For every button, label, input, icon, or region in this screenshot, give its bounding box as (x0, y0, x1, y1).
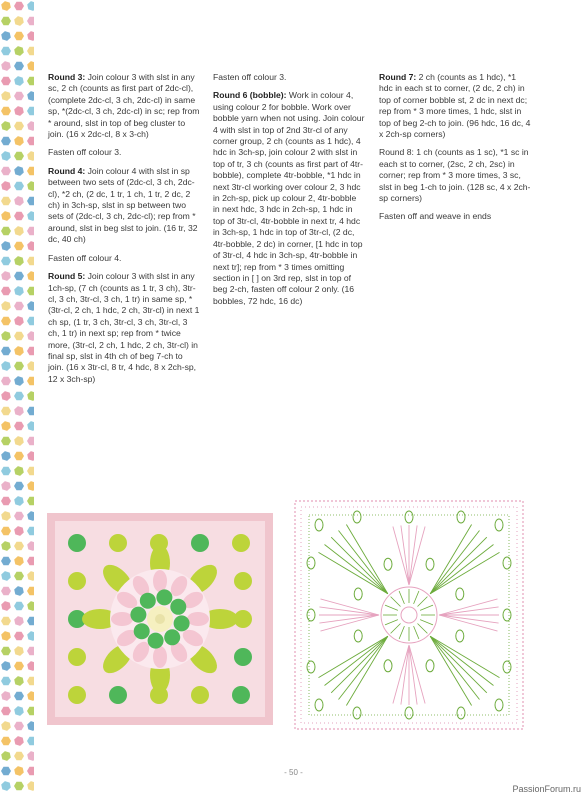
stitch-line (430, 636, 479, 699)
border-motif (1, 391, 11, 401)
border-motif (27, 541, 34, 551)
border-motif (14, 136, 24, 146)
pink-petal (153, 646, 167, 668)
border-motif (14, 182, 24, 191)
stitch-line (439, 615, 499, 623)
border-motif (27, 751, 34, 761)
border-motif (27, 677, 34, 686)
border-motif (1, 271, 11, 281)
border-motif (27, 647, 34, 656)
border-motif (27, 227, 34, 236)
bobble (191, 534, 209, 552)
crochet-chart-diagram (289, 495, 529, 735)
border-motif (14, 662, 24, 671)
border-motif (27, 167, 34, 176)
stitch-line (430, 531, 479, 594)
border-motif (27, 497, 34, 506)
round-6 (213, 90, 365, 307)
stitch-line (319, 615, 379, 623)
bobble-symbol (315, 699, 323, 711)
border-motif (1, 661, 11, 671)
border-motif (1, 497, 11, 506)
border-motif (1, 17, 11, 26)
border-motif (1, 647, 11, 656)
border-motif (14, 62, 24, 71)
border-motif (1, 377, 11, 386)
border-motif (27, 707, 34, 716)
border-motif (14, 406, 24, 416)
border-motif (27, 197, 34, 206)
border-motif (27, 91, 34, 101)
round-7 (379, 72, 531, 140)
border-motif (14, 286, 24, 296)
border-motif (27, 571, 34, 581)
border-motif (27, 691, 34, 701)
bobble-symbol (495, 699, 503, 711)
border-motif (14, 122, 24, 131)
border-motif (14, 736, 24, 746)
border-motif (1, 691, 11, 701)
center-stitch (399, 591, 404, 604)
border-motif (14, 422, 24, 431)
green-cluster (174, 615, 190, 631)
border-motif (27, 467, 34, 476)
stitch-line (439, 615, 498, 631)
border-motif (27, 527, 34, 536)
border-motif (1, 347, 11, 356)
bobble (109, 686, 127, 704)
border-motif (27, 211, 34, 221)
center-stitch (420, 605, 433, 610)
bobble (232, 686, 250, 704)
border-motif (1, 781, 11, 791)
border-motif (27, 301, 34, 311)
border-motif (14, 392, 24, 401)
border-motif (1, 287, 11, 296)
bobble (68, 686, 86, 704)
border-motif (27, 241, 34, 251)
pink-petal (153, 570, 167, 592)
border-motif (27, 437, 34, 446)
cluster-symbol (456, 630, 464, 642)
bobble-symbol (315, 519, 323, 531)
border-motif (1, 677, 11, 686)
border-motif (1, 631, 11, 641)
cluster-symbol (426, 558, 434, 570)
border-motif (1, 107, 11, 116)
center-stitch (414, 626, 419, 639)
stitch-line (409, 525, 417, 585)
border-motif (27, 1, 34, 11)
border-motif (14, 632, 24, 641)
border-motif (14, 782, 24, 791)
border-motif (14, 436, 24, 446)
border-motif (27, 181, 34, 191)
bobble-symbol (307, 661, 315, 673)
border-motif (1, 151, 11, 161)
border-motif (14, 196, 24, 206)
border-motif (14, 646, 24, 656)
border-motif (1, 437, 11, 446)
border-motif (27, 377, 34, 386)
border-motif (14, 242, 24, 251)
border-motif (14, 676, 24, 686)
bobble-symbol (503, 609, 511, 621)
border-motif (1, 167, 11, 176)
border-motif (14, 2, 24, 11)
border-motif (14, 466, 24, 476)
cluster-symbol (384, 558, 392, 570)
decorative-border (0, 0, 34, 800)
border-motif (1, 241, 11, 251)
border-motif (1, 527, 11, 536)
border-motif (27, 421, 34, 431)
round-6-heading: Round 6 (bobble): (213, 90, 287, 101)
border-motif (1, 467, 11, 476)
magic-ring (401, 607, 417, 623)
center-stitch (399, 626, 404, 639)
border-motif (14, 332, 24, 341)
green-cluster (148, 633, 164, 649)
border-motif (14, 316, 24, 326)
border-motif (27, 601, 34, 611)
border-motif (1, 331, 11, 341)
bobble-symbol (457, 707, 465, 719)
round-8: Round 8: 1 ch (counts as 1 sc), *1 sc in each st to corner, (2sc, 2 ch, 2sc) in corner; rep from * 3 more times, 3 sc, slst in beg 1-ch to join. (128 sc, 4 x 2ch-sp corners) (379, 147, 531, 204)
border-motif (14, 602, 24, 611)
border-motif (27, 77, 34, 86)
stitch-line (393, 527, 409, 586)
fasten-off-3: Fasten off colour 3. (48, 147, 122, 158)
pink-petal (187, 612, 209, 626)
border-motif (27, 271, 34, 281)
border-motif (1, 1, 11, 11)
stitch-line (430, 636, 493, 685)
stitch-line (430, 545, 493, 594)
bobble (191, 686, 209, 704)
round-5-text: Join colour 3 with slst in any 1ch-sp, (7 ch (counts as 1 tr, 3 ch), 3tr-cl, 3 ch, 3tr-cl, 3 ch, 1 tr) in same sp, *(3tr-cl, 2 ch, 1 hdc, 2 ch, 3tr-cl) in next 1 ch sp, (1 tr, 3 ch, 3tr-cl, 3 ch, 3tr-cl, 3 ch, 1 tr) in next sp; rep from * twice more, (3tr-cl, 2 ch, 1 hdc, 2 ch, 3tr-cl) in final sp, slst in 4th ch of beg 7-ch to join. (16 x 3tr-cl, 8 tr, 4 hdc, 8 x 2ch-sp, 12 x 3ch-sp) (48, 271, 200, 384)
stitch-line (325, 545, 388, 594)
border-motif (1, 181, 11, 191)
border-motif (27, 137, 34, 146)
border-motif (14, 706, 24, 716)
border-motif (27, 391, 34, 401)
border-motif (14, 362, 24, 371)
border-motif (14, 76, 24, 86)
bobble-symbol (503, 557, 511, 569)
bobble-symbol (307, 609, 315, 621)
stitch-line (339, 636, 388, 699)
fasten-off-final: Fasten off and weave in ends (379, 211, 492, 222)
border-motif (1, 197, 11, 206)
center-stitch (418, 597, 428, 607)
pink-petal (111, 612, 133, 626)
bobble-symbol (353, 511, 361, 523)
center-stitch (414, 591, 419, 604)
border-motif (27, 721, 34, 731)
border-motif (14, 542, 24, 551)
center-stitch (391, 597, 401, 607)
border-motif (14, 32, 24, 41)
border-motif (1, 317, 11, 326)
border-motif (14, 496, 24, 506)
border-motif (27, 317, 34, 326)
border-motif (14, 106, 24, 116)
fasten-off-3b: Fasten off colour 3. (213, 72, 287, 82)
center-stitch (420, 620, 433, 625)
border-motif (14, 526, 24, 536)
watermark: PassionForum.ru (512, 784, 581, 794)
border-motif (1, 587, 11, 596)
round-5 (48, 271, 200, 385)
stitch-line (409, 645, 417, 705)
center-stitch (385, 620, 398, 625)
border-motif (27, 631, 34, 641)
border-motif (1, 301, 11, 311)
round-4-heading: Round 4: (48, 165, 86, 176)
round-3-heading: Round 3: (48, 72, 86, 82)
crochet-square-photo (47, 513, 273, 725)
bobble-symbol (457, 511, 465, 523)
stitch-line (439, 607, 499, 615)
border-motif (14, 302, 24, 311)
border-motif (27, 151, 34, 161)
bobble-symbol (503, 661, 511, 673)
border-motif (1, 617, 11, 626)
border-motif (14, 212, 24, 221)
border-motif (27, 17, 34, 26)
cluster-symbol (456, 588, 464, 600)
border-motif (14, 272, 24, 281)
border-motif (14, 46, 24, 56)
border-motif (27, 661, 34, 671)
border-motif (27, 347, 34, 356)
border-motif (14, 226, 24, 236)
center-stitch (385, 605, 398, 610)
border-motif (27, 287, 34, 296)
stitch-line (439, 599, 498, 615)
border-motif (1, 557, 11, 566)
border-motif (1, 91, 11, 101)
border-motif (27, 47, 34, 56)
bobble-symbol (495, 519, 503, 531)
cluster-symbol (354, 630, 362, 642)
stitch-line (401, 645, 409, 705)
round-3 (48, 72, 200, 140)
cluster-symbol (354, 588, 362, 600)
border-motif (27, 257, 34, 266)
border-motif (1, 257, 11, 266)
green-cluster (140, 593, 156, 609)
stitch-line (325, 636, 388, 685)
border-motif (1, 211, 11, 221)
border-motif (14, 166, 24, 176)
green-cluster (134, 623, 150, 639)
stitch-line (321, 599, 380, 615)
border-motif (27, 451, 34, 461)
border-motif (1, 121, 11, 131)
round-7-text: 2 ch (counts as 1 hdc), *1 hdc in each st to corner, (2 dc, 2 ch) in top of corner bobble st, 2 dc in next dc; rep from * 3 more times, 1 hdc, slst in top of beg 2-ch to join. (96 hdc, 16 dc, 4 x 2ch-sp corners) (379, 72, 531, 140)
stitch-line (321, 615, 380, 631)
bobble-symbol (405, 511, 413, 523)
border-motif (27, 121, 34, 131)
border-motif (14, 376, 24, 386)
stitch-line (409, 527, 425, 586)
green-cluster (170, 599, 186, 615)
border-motif (1, 227, 11, 236)
cluster-symbol (426, 660, 434, 672)
border-motif (14, 586, 24, 596)
border-motif (27, 61, 34, 71)
bobble-symbol (405, 707, 413, 719)
border-motif (1, 737, 11, 746)
center-stitch (418, 624, 428, 634)
round-4-text: Join colour 4 with slst in sp between two sets of (2dc-cl, 3 ch, 2dc-cl), *2 ch, (2 dc, 1 tr, 1 ch, 1 tr, 2 dc, 2 ch) in 3ch-sp, slst in sp between two sets of (2dc-cl, 3 ch, 2dc-cl); rep from * around, slst in beg slst to join. (16 tr, 32 dc, 40 ch) (48, 165, 198, 245)
border-motif (14, 16, 24, 26)
border-motif (27, 587, 34, 596)
border-motif (1, 751, 11, 761)
border-motif (27, 511, 34, 521)
border-motif (14, 572, 24, 581)
border-motif (1, 361, 11, 371)
border-motif (14, 616, 24, 626)
border-motif (1, 421, 11, 431)
bobble (232, 534, 250, 552)
border-motif (1, 601, 11, 611)
border-motif (1, 721, 11, 731)
border-motif (14, 692, 24, 701)
center-stitch (391, 624, 401, 634)
border-motif (14, 152, 24, 161)
round-6-text: Work in colour 4, using colour 2 for bobble. Work over bobble yarn when not using. Join colour 4 with slst in top of 2nd 3tr-cl of any corner group, 2 ch (counts as 1 hdc), 4 hdc in 3ch-sp, join colour 2 with slst in top of tr, 3 ch (counts as first part of 4tr-bobble), complete 4tr-bobble, *1 hdc in next 3tr-cl working over colour 2, 3 hdc in 2ch-sp, pick up colour 2, 4tr-bobble in next hdc, 3 hdc in 2ch-sp, 1 hdc in top of 3tr-cl, 4tr-bobble in next tr, 4 hdc in 3ch-sp, 1 hdc in top of 3tr-cl, (2 dc, 4tr-bobble, 2 dc) in corner, [1 hdc in top of 3tr-cl, 4 hdc in 3ch-sp, 4tr-bobble in next tr]; rep from * 3 times omitting section in [ ] on 3rd rep, slst in top of beg 2-ch, fasten off colour 2 only. (16 bobbles, 72 hdc, 16 dc) (213, 90, 365, 306)
round-7-heading: Round 7: (379, 72, 417, 82)
border-motif (27, 107, 34, 116)
border-motif (1, 511, 11, 521)
bobble (109, 534, 127, 552)
page-number: - 50 - (284, 768, 303, 777)
border-motif (27, 617, 34, 626)
bobble (234, 648, 252, 666)
border-motif (1, 707, 11, 716)
bobble-symbol (307, 557, 315, 569)
bobble-symbol (353, 707, 361, 719)
green-cluster (156, 589, 172, 605)
green-cluster (130, 607, 146, 623)
stitch-line (393, 645, 409, 704)
green-cluster (164, 629, 180, 645)
round-3-text: Join colour 3 with slst in any sc, 2 ch (counts as first part of 2dc-cl), (complete 2dc-cl, 3 ch, 2dc-cl) in same sp, *(2dc-cl, 3 ch, 2dc-cl) in sc; rep from * around, slst in top of beg cluster to join. (16 x 2dc-cl, 8 x 3-ch) (48, 72, 200, 140)
fasten-off-4: Fasten off colour 4. (48, 252, 122, 263)
border-motif (27, 407, 34, 416)
border-motif (1, 61, 11, 71)
border-motif (1, 451, 11, 461)
bobble (234, 572, 252, 590)
border-motif (1, 571, 11, 581)
border-motif (14, 722, 24, 731)
border-motif (14, 452, 24, 461)
cluster-symbol (384, 660, 392, 672)
border-motif (14, 346, 24, 356)
border-motif (27, 557, 34, 566)
border-motif (1, 481, 11, 491)
border-motif (27, 737, 34, 746)
round-4 (48, 166, 200, 246)
border-motif (27, 481, 34, 491)
bobble (68, 534, 86, 552)
border-motif (14, 482, 24, 491)
border-motif (27, 31, 34, 41)
border-motif (14, 752, 24, 761)
bobble (68, 572, 86, 590)
border-motif (1, 137, 11, 146)
border-motif (27, 361, 34, 371)
border-motif (14, 92, 24, 101)
center-hole (155, 614, 165, 624)
border-motif (1, 77, 11, 86)
round-5-heading: Round 5: (48, 271, 86, 282)
border-motif (14, 512, 24, 521)
border-motif (1, 407, 11, 416)
stitch-line (319, 607, 379, 615)
bobble (68, 648, 86, 666)
border-motif (1, 541, 11, 551)
border-motif (1, 31, 11, 41)
border-motif (1, 47, 11, 56)
border-motif (27, 331, 34, 341)
border-motif (14, 556, 24, 566)
stitch-line (401, 525, 409, 585)
stitch-line (409, 645, 425, 704)
border-motif (14, 256, 24, 266)
stitch-line (339, 531, 388, 594)
border-motif (27, 781, 34, 791)
